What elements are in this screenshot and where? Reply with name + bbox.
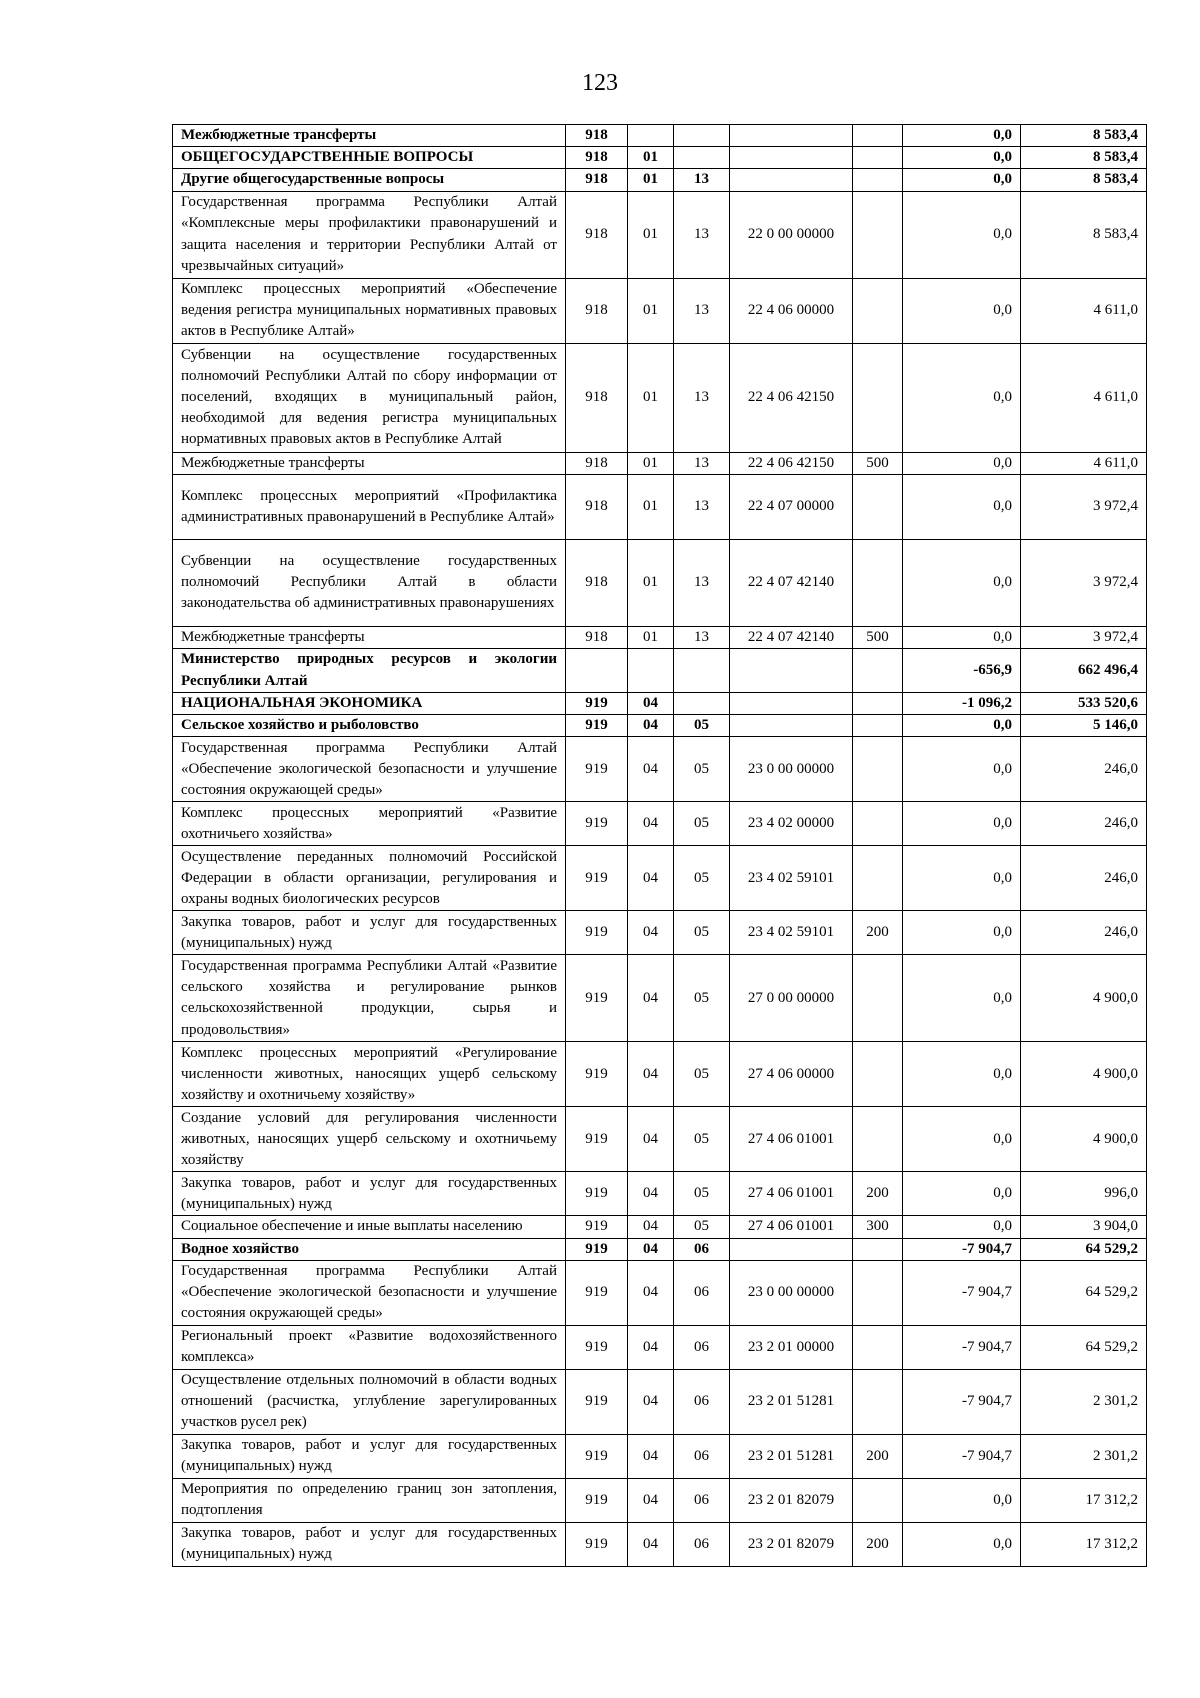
row-vr-cell (853, 1042, 903, 1107)
row-pr-cell: 06 (674, 1478, 730, 1522)
row-rz-cell: 01 (628, 191, 674, 278)
row-pr-cell: 05 (674, 1172, 730, 1216)
row-csr-cell (730, 715, 853, 737)
row-pr-cell: 05 (674, 737, 730, 802)
table-row (173, 169, 1147, 191)
row-rz-cell: 04 (628, 911, 674, 955)
row-rz-cell: 04 (628, 737, 674, 802)
row-pr-cell: 05 (674, 802, 730, 846)
row-pr-cell: 13 (674, 343, 730, 452)
table-row (173, 343, 1147, 452)
row-amount-cell: 3 972,4 (1021, 626, 1147, 648)
row-amount-cell: 3 972,4 (1021, 539, 1147, 626)
row-change-cell: -1 096,2 (903, 693, 1021, 715)
table-row (173, 539, 1147, 626)
row-change-cell: 0,0 (903, 1522, 1021, 1566)
row-csr-cell: 23 0 00 00000 (730, 737, 853, 802)
row-name-cell: Межбюджетные трансферты (173, 125, 566, 147)
row-name-cell: Социальное обеспечение и иные выплаты населению (173, 1216, 566, 1238)
row-rz-cell: 04 (628, 1042, 674, 1107)
row-gr-cell: 918 (566, 278, 628, 343)
row-pr-cell (674, 649, 730, 693)
row-amount-cell: 8 583,4 (1021, 147, 1147, 169)
row-name-cell: Мероприятия по определению границ зон затопления, подтопления (173, 1478, 566, 1522)
row-vr-cell (853, 125, 903, 147)
table-row (173, 1325, 1147, 1369)
row-gr-cell: 919 (566, 1216, 628, 1238)
row-vr-cell (853, 474, 903, 539)
row-rz-cell: 04 (628, 1238, 674, 1260)
table-row (173, 1107, 1147, 1172)
table-row (173, 452, 1147, 474)
row-change-cell: 0,0 (903, 169, 1021, 191)
row-pr-cell: 06 (674, 1260, 730, 1325)
row-vr-cell: 200 (853, 1434, 903, 1478)
row-change-cell: 0,0 (903, 911, 1021, 955)
row-gr-cell: 918 (566, 125, 628, 147)
row-name-cell: Субвенции на осуществление государственных полномочий Республики Алтай по сбору информации от поселений, входящих в муниципальный район, необходимой для ведения регистра муниципальных нормативных правовых актов в Республике Алтай (173, 343, 566, 452)
row-change-cell: 0,0 (903, 1216, 1021, 1238)
row-gr-cell: 919 (566, 1478, 628, 1522)
row-amount-cell: 64 529,2 (1021, 1260, 1147, 1325)
row-csr-cell (730, 125, 853, 147)
table-row (173, 1260, 1147, 1325)
row-gr-cell: 918 (566, 474, 628, 539)
row-amount-cell: 662 496,4 (1021, 649, 1147, 693)
row-change-cell: 0,0 (903, 802, 1021, 846)
row-name-cell: Межбюджетные трансферты (173, 626, 566, 648)
row-rz-cell: 01 (628, 626, 674, 648)
table-row (173, 191, 1147, 278)
row-vr-cell (853, 147, 903, 169)
row-vr-cell (853, 343, 903, 452)
table-row (173, 911, 1147, 955)
row-gr-cell (566, 649, 628, 693)
row-pr-cell: 05 (674, 846, 730, 911)
row-change-cell: 0,0 (903, 1478, 1021, 1522)
row-pr-cell: 13 (674, 169, 730, 191)
table-row (173, 737, 1147, 802)
row-amount-cell: 8 583,4 (1021, 169, 1147, 191)
row-csr-cell: 22 4 07 42140 (730, 539, 853, 626)
row-change-cell: 0,0 (903, 191, 1021, 278)
row-gr-cell: 919 (566, 802, 628, 846)
table-row (173, 278, 1147, 343)
row-csr-cell: 27 4 06 01001 (730, 1107, 853, 1172)
row-csr-cell: 27 4 06 01001 (730, 1172, 853, 1216)
row-vr-cell: 300 (853, 1216, 903, 1238)
row-gr-cell: 919 (566, 955, 628, 1042)
row-pr-cell: 06 (674, 1369, 730, 1434)
row-vr-cell (853, 191, 903, 278)
row-csr-cell (730, 693, 853, 715)
row-csr-cell: 22 4 06 00000 (730, 278, 853, 343)
row-pr-cell: 06 (674, 1238, 730, 1260)
row-vr-cell: 200 (853, 911, 903, 955)
row-gr-cell: 919 (566, 1042, 628, 1107)
row-amount-cell: 64 529,2 (1021, 1325, 1147, 1369)
row-gr-cell: 919 (566, 1434, 628, 1478)
row-name-cell: Государственная программа Республики Алтай «Комплексные меры профилактики правонарушений и защита населения и территории Республики Алтай от чрезвычайных ситуаций» (173, 191, 566, 278)
budget-table (172, 124, 1147, 1567)
row-amount-cell: 5 146,0 (1021, 715, 1147, 737)
row-rz-cell: 04 (628, 1369, 674, 1434)
row-amount-cell: 8 583,4 (1021, 191, 1147, 278)
row-name-cell: Государственная программа Республики Алтай «Обеспечение экологической безопасности и улучшение состояния окружающей среды» (173, 737, 566, 802)
row-change-cell: 0,0 (903, 1107, 1021, 1172)
row-vr-cell (853, 846, 903, 911)
row-change-cell: 0,0 (903, 955, 1021, 1042)
row-name-cell: Другие общегосударственные вопросы (173, 169, 566, 191)
row-change-cell: 0,0 (903, 474, 1021, 539)
row-vr-cell (853, 1260, 903, 1325)
row-amount-cell: 17 312,2 (1021, 1478, 1147, 1522)
row-name-cell: ОБЩЕГОСУДАРСТВЕННЫЕ ВОПРОСЫ (173, 147, 566, 169)
row-change-cell: -7 904,7 (903, 1325, 1021, 1369)
row-change-cell: 0,0 (903, 715, 1021, 737)
row-amount-cell: 4 611,0 (1021, 452, 1147, 474)
row-csr-cell: 22 0 00 00000 (730, 191, 853, 278)
row-gr-cell: 919 (566, 1325, 628, 1369)
row-vr-cell (853, 649, 903, 693)
row-csr-cell: 23 4 02 59101 (730, 911, 853, 955)
row-gr-cell: 919 (566, 1107, 628, 1172)
row-gr-cell: 919 (566, 1260, 628, 1325)
row-vr-cell (853, 693, 903, 715)
row-pr-cell: 13 (674, 474, 730, 539)
row-pr-cell: 13 (674, 191, 730, 278)
row-name-cell: Закупка товаров, работ и услуг для государственных (муниципальных) нужд (173, 1434, 566, 1478)
row-csr-cell (730, 169, 853, 191)
row-vr-cell (853, 169, 903, 191)
row-gr-cell: 919 (566, 1172, 628, 1216)
row-name-cell: Комплекс процессных мероприятий «Профилактика административных правонарушений в Республике Алтай» (173, 474, 566, 539)
row-name-cell: Закупка товаров, работ и услуг для государственных (муниципальных) нужд (173, 1172, 566, 1216)
table-row (173, 125, 1147, 147)
row-vr-cell (853, 1478, 903, 1522)
table-row (173, 1216, 1147, 1238)
table-row (173, 802, 1147, 846)
row-name-cell: НАЦИОНАЛЬНАЯ ЭКОНОМИКА (173, 693, 566, 715)
table-row (173, 626, 1147, 648)
row-vr-cell (853, 715, 903, 737)
row-pr-cell: 05 (674, 955, 730, 1042)
row-csr-cell: 22 4 06 42150 (730, 343, 853, 452)
row-gr-cell: 919 (566, 737, 628, 802)
row-change-cell: 0,0 (903, 1172, 1021, 1216)
row-rz-cell: 01 (628, 452, 674, 474)
row-rz-cell: 01 (628, 169, 674, 191)
row-amount-cell: 2 301,2 (1021, 1434, 1147, 1478)
row-vr-cell (853, 802, 903, 846)
row-amount-cell: 996,0 (1021, 1172, 1147, 1216)
row-amount-cell: 246,0 (1021, 737, 1147, 802)
table-row (173, 1369, 1147, 1434)
row-gr-cell: 918 (566, 147, 628, 169)
row-name-cell: Межбюджетные трансферты (173, 452, 566, 474)
row-name-cell: Государственная программа Республики Алтай «Обеспечение экологической безопасности и улучшение состояния окружающей среды» (173, 1260, 566, 1325)
row-vr-cell (853, 1238, 903, 1260)
row-name-cell: Осуществление переданных полномочий Российской Федерации в области организации, регулирования и охраны водных биологических ресурсов (173, 846, 566, 911)
row-change-cell: 0,0 (903, 278, 1021, 343)
row-name-cell: Комплекс процессных мероприятий «Развитие охотничьего хозяйства» (173, 802, 566, 846)
row-rz-cell: 04 (628, 1107, 674, 1172)
row-pr-cell (674, 693, 730, 715)
row-amount-cell: 4 900,0 (1021, 1042, 1147, 1107)
row-change-cell: -7 904,7 (903, 1238, 1021, 1260)
row-gr-cell: 918 (566, 343, 628, 452)
table-row (173, 1042, 1147, 1107)
row-vr-cell (853, 278, 903, 343)
row-csr-cell: 23 2 01 82079 (730, 1478, 853, 1522)
row-amount-cell: 4 900,0 (1021, 1107, 1147, 1172)
row-name-cell: Закупка товаров, работ и услуг для государственных (муниципальных) нужд (173, 1522, 566, 1566)
row-amount-cell: 4 611,0 (1021, 278, 1147, 343)
row-rz-cell: 04 (628, 1216, 674, 1238)
row-gr-cell: 919 (566, 715, 628, 737)
row-pr-cell: 05 (674, 715, 730, 737)
row-name-cell: Осуществление отдельных полномочий в области водных отношений (расчистка, углубление зарегулированных участков русел рек) (173, 1369, 566, 1434)
row-amount-cell: 246,0 (1021, 802, 1147, 846)
row-vr-cell: 500 (853, 452, 903, 474)
row-vr-cell: 200 (853, 1522, 903, 1566)
row-pr-cell: 06 (674, 1522, 730, 1566)
row-csr-cell: 23 2 01 51281 (730, 1369, 853, 1434)
table-row (173, 955, 1147, 1042)
row-amount-cell: 8 583,4 (1021, 125, 1147, 147)
row-change-cell: 0,0 (903, 343, 1021, 452)
row-rz-cell: 04 (628, 1478, 674, 1522)
row-name-cell: Создание условий для регулирования численности животных, наносящих ущерб сельскому и охотничьему хозяйству (173, 1107, 566, 1172)
row-amount-cell: 246,0 (1021, 911, 1147, 955)
row-csr-cell: 22 4 07 00000 (730, 474, 853, 539)
row-vr-cell (853, 1369, 903, 1434)
row-rz-cell: 01 (628, 343, 674, 452)
row-amount-cell: 2 301,2 (1021, 1369, 1147, 1434)
row-rz-cell (628, 125, 674, 147)
row-rz-cell (628, 649, 674, 693)
row-vr-cell (853, 737, 903, 802)
row-gr-cell: 919 (566, 911, 628, 955)
row-csr-cell (730, 1238, 853, 1260)
row-csr-cell (730, 147, 853, 169)
row-pr-cell: 05 (674, 911, 730, 955)
row-change-cell: -7 904,7 (903, 1369, 1021, 1434)
table-row (173, 1522, 1147, 1566)
table-body (173, 125, 1147, 1567)
row-gr-cell: 919 (566, 1238, 628, 1260)
row-gr-cell: 918 (566, 191, 628, 278)
row-csr-cell: 23 2 01 82079 (730, 1522, 853, 1566)
row-amount-cell: 246,0 (1021, 846, 1147, 911)
row-csr-cell: 23 0 00 00000 (730, 1260, 853, 1325)
row-name-cell: Комплекс процессных мероприятий «Регулирование численности животных, наносящих ущерб сельскому хозяйству и охотничьему хозяйству» (173, 1042, 566, 1107)
row-vr-cell (853, 955, 903, 1042)
row-gr-cell: 919 (566, 846, 628, 911)
row-vr-cell (853, 539, 903, 626)
row-amount-cell: 17 312,2 (1021, 1522, 1147, 1566)
page-number: 123 (582, 70, 618, 96)
row-csr-cell (730, 649, 853, 693)
row-csr-cell: 27 4 06 00000 (730, 1042, 853, 1107)
table-row (173, 1238, 1147, 1260)
row-amount-cell: 4 900,0 (1021, 955, 1147, 1042)
row-gr-cell: 918 (566, 452, 628, 474)
row-csr-cell: 22 4 06 42150 (730, 452, 853, 474)
row-name-cell: Региональный проект «Развитие водохозяйственного комплекса» (173, 1325, 566, 1369)
row-name-cell: Министерство природных ресурсов и экологии Республики Алтай (173, 649, 566, 693)
row-name-cell: Государственная программа Республики Алтай «Развитие сельского хозяйства и регулирование рынков сельскохозяйственной продукции, сырья и продовольствия» (173, 955, 566, 1042)
table-row (173, 1172, 1147, 1216)
row-vr-cell (853, 1107, 903, 1172)
row-name-cell: Субвенции на осуществление государственных полномочий Республики Алтай в области законодательства об административных правонарушениях (173, 539, 566, 626)
row-rz-cell: 04 (628, 802, 674, 846)
row-csr-cell: 22 4 07 42140 (730, 626, 853, 648)
row-change-cell: 0,0 (903, 452, 1021, 474)
row-change-cell: -7 904,7 (903, 1434, 1021, 1478)
table-row (173, 649, 1147, 693)
row-change-cell: 0,0 (903, 626, 1021, 648)
row-csr-cell: 23 4 02 00000 (730, 802, 853, 846)
row-pr-cell: 05 (674, 1216, 730, 1238)
row-pr-cell: 06 (674, 1434, 730, 1478)
row-change-cell: -7 904,7 (903, 1260, 1021, 1325)
row-pr-cell (674, 147, 730, 169)
row-gr-cell: 918 (566, 169, 628, 191)
row-rz-cell: 01 (628, 474, 674, 539)
row-rz-cell: 04 (628, 1172, 674, 1216)
row-pr-cell: 13 (674, 452, 730, 474)
row-rz-cell: 01 (628, 539, 674, 626)
row-pr-cell: 06 (674, 1325, 730, 1369)
row-pr-cell (674, 125, 730, 147)
row-change-cell: 0,0 (903, 125, 1021, 147)
table-row (173, 693, 1147, 715)
row-amount-cell: 64 529,2 (1021, 1238, 1147, 1260)
row-name-cell: Закупка товаров, работ и услуг для государственных (муниципальных) нужд (173, 911, 566, 955)
row-rz-cell: 04 (628, 1260, 674, 1325)
table-row (173, 147, 1147, 169)
row-amount-cell: 3 904,0 (1021, 1216, 1147, 1238)
row-rz-cell: 04 (628, 1522, 674, 1566)
table-row (173, 1478, 1147, 1522)
row-csr-cell: 23 2 01 51281 (730, 1434, 853, 1478)
row-name-cell: Сельское хозяйство и рыболовство (173, 715, 566, 737)
row-gr-cell: 918 (566, 626, 628, 648)
row-rz-cell: 01 (628, 147, 674, 169)
row-change-cell: 0,0 (903, 846, 1021, 911)
row-vr-cell: 200 (853, 1172, 903, 1216)
row-change-cell: 0,0 (903, 539, 1021, 626)
row-vr-cell (853, 1325, 903, 1369)
row-pr-cell: 05 (674, 1042, 730, 1107)
row-amount-cell: 4 611,0 (1021, 343, 1147, 452)
row-pr-cell: 05 (674, 1107, 730, 1172)
row-pr-cell: 13 (674, 539, 730, 626)
row-pr-cell: 13 (674, 278, 730, 343)
row-change-cell: 0,0 (903, 737, 1021, 802)
row-rz-cell: 04 (628, 1325, 674, 1369)
table-row (173, 1434, 1147, 1478)
row-vr-cell: 500 (853, 626, 903, 648)
row-name-cell: Водное хозяйство (173, 1238, 566, 1260)
row-name-cell: Комплекс процессных мероприятий «Обеспечение ведения регистра муниципальных нормативных правовых актов в Республике Алтай» (173, 278, 566, 343)
row-rz-cell: 01 (628, 278, 674, 343)
table-row (173, 474, 1147, 539)
row-change-cell: -656,9 (903, 649, 1021, 693)
row-amount-cell: 533 520,6 (1021, 693, 1147, 715)
table-row (173, 715, 1147, 737)
row-rz-cell: 04 (628, 1434, 674, 1478)
row-amount-cell: 3 972,4 (1021, 474, 1147, 539)
row-csr-cell: 27 0 00 00000 (730, 955, 853, 1042)
row-csr-cell: 23 4 02 59101 (730, 846, 853, 911)
row-gr-cell: 919 (566, 1522, 628, 1566)
row-rz-cell: 04 (628, 955, 674, 1042)
row-change-cell: 0,0 (903, 1042, 1021, 1107)
row-csr-cell: 23 2 01 00000 (730, 1325, 853, 1369)
row-gr-cell: 918 (566, 539, 628, 626)
row-rz-cell: 04 (628, 715, 674, 737)
row-rz-cell: 04 (628, 846, 674, 911)
row-gr-cell: 919 (566, 1369, 628, 1434)
row-change-cell: 0,0 (903, 147, 1021, 169)
row-pr-cell: 13 (674, 626, 730, 648)
row-csr-cell: 27 4 06 01001 (730, 1216, 853, 1238)
row-gr-cell: 919 (566, 693, 628, 715)
table-row (173, 846, 1147, 911)
row-rz-cell: 04 (628, 693, 674, 715)
